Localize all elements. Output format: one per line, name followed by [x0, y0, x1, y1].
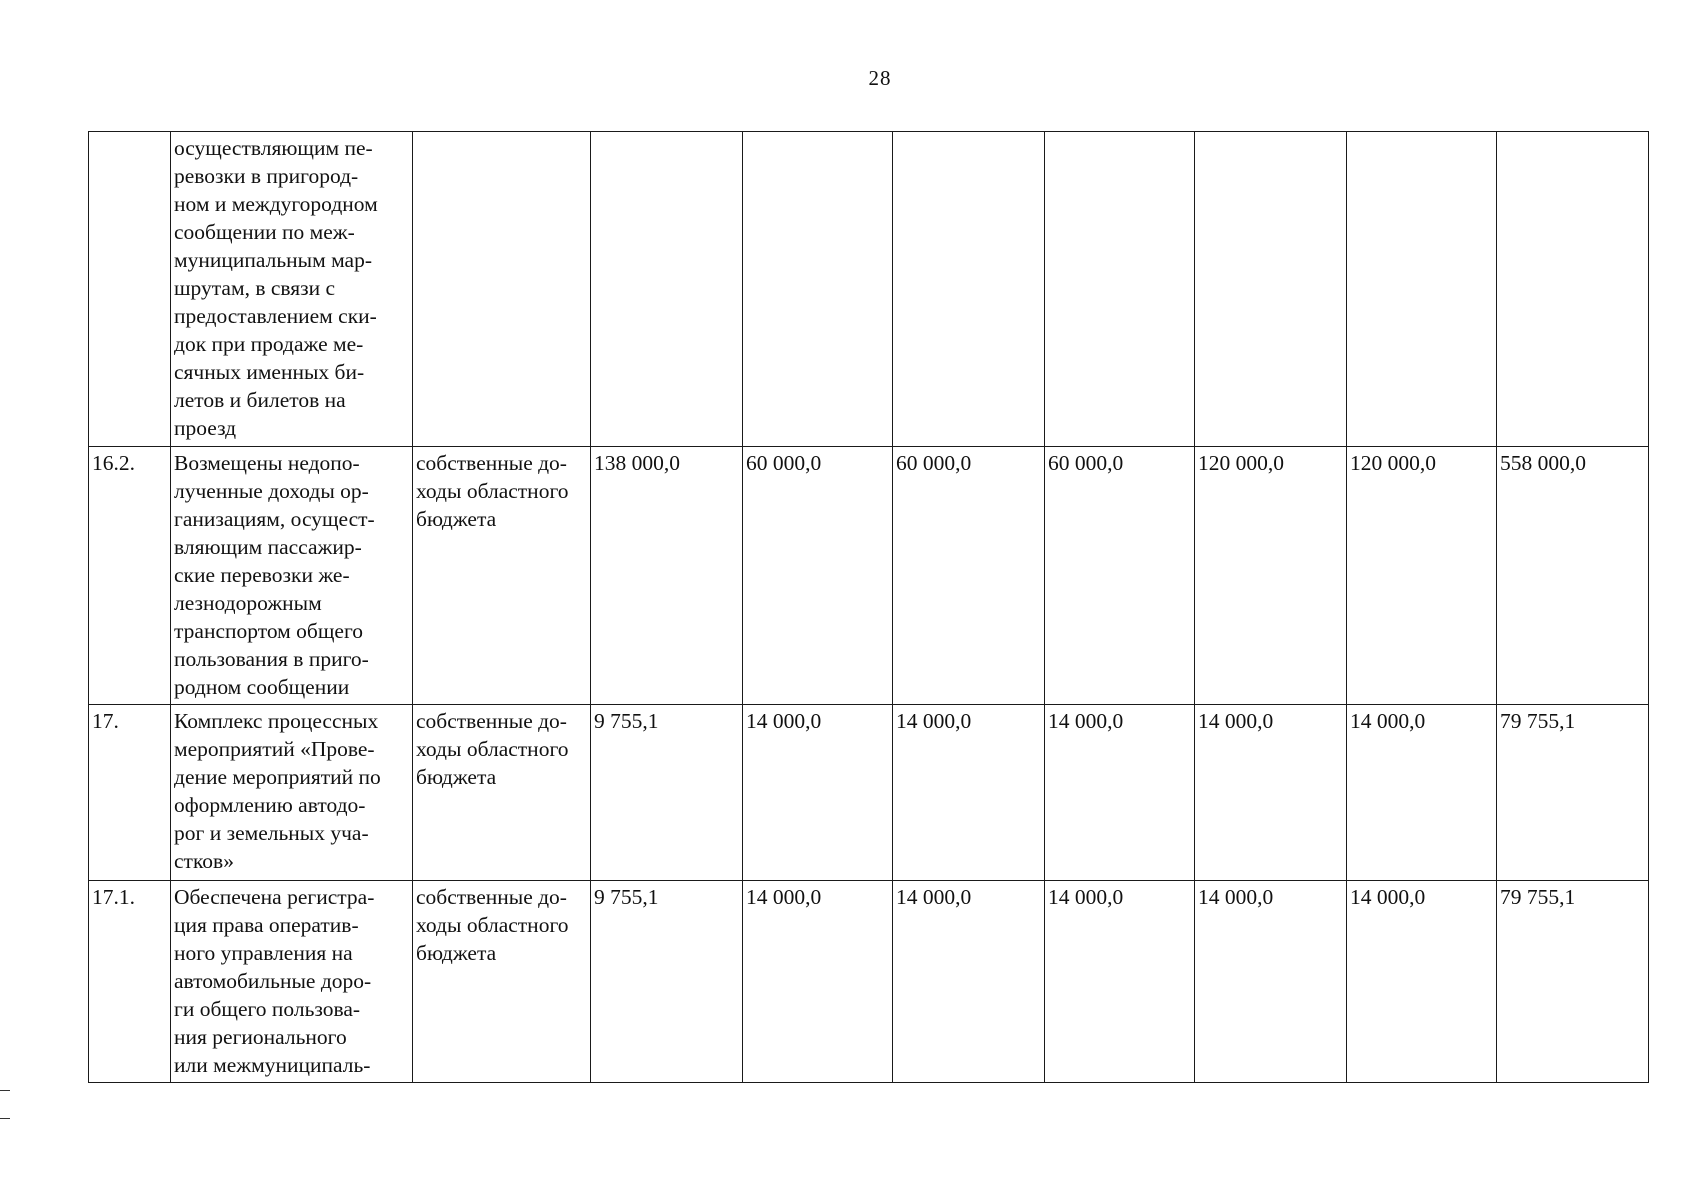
value-cell: 14 000,0 [743, 705, 893, 881]
value-cell: 120 000,0 [1195, 447, 1347, 705]
table-row [89, 705, 1649, 881]
total-cell [1497, 132, 1649, 447]
total-cell: 79 755,1 [1497, 705, 1649, 881]
value-cell [743, 132, 893, 447]
budget-table [88, 131, 1649, 1083]
value-cell [1347, 132, 1497, 447]
funding-source: собственные до- ходы областного бюджета [413, 447, 591, 705]
event-name: Комплекс процессных мероприятий «Прове- дение мероприятий по оформлению автодо- рог и земельных уча- стков» [171, 705, 413, 881]
value-cell: 14 000,0 [1347, 881, 1497, 1083]
value-cell [1195, 132, 1347, 447]
value-cell: 14 000,0 [1195, 705, 1347, 881]
value-cell: 9 755,1 [591, 705, 743, 881]
page-number: 28 [868, 66, 892, 90]
table-row [89, 132, 1649, 447]
margin-tick [0, 1090, 10, 1091]
value-cell: 138 000,0 [591, 447, 743, 705]
value-cell: 14 000,0 [1347, 705, 1497, 881]
table-row [89, 881, 1649, 1083]
value-cell: 14 000,0 [743, 881, 893, 1083]
funding-source: собственные до- ходы областного бюджета [413, 881, 591, 1083]
value-cell: 60 000,0 [743, 447, 893, 705]
row-number: 17.1. [89, 881, 171, 1083]
value-cell: 120 000,0 [1347, 447, 1497, 705]
value-cell: 14 000,0 [893, 881, 1045, 1083]
value-cell: 60 000,0 [1045, 447, 1195, 705]
funding-source: собственные до- ходы областного бюджета [413, 705, 591, 881]
event-name: Обеспечена регистра- ция права оператив- ного управления на автомобильные доро- ги общего пользова- ния регионального или межмуниципаль- [171, 881, 413, 1083]
value-cell [893, 132, 1045, 447]
table-row [89, 447, 1649, 705]
value-cell: 14 000,0 [893, 705, 1045, 881]
total-cell: 79 755,1 [1497, 881, 1649, 1083]
row-number [89, 132, 171, 447]
total-cell: 558 000,0 [1497, 447, 1649, 705]
funding-source [413, 132, 591, 447]
value-cell: 14 000,0 [1045, 705, 1195, 881]
value-cell: 60 000,0 [893, 447, 1045, 705]
margin-tick [0, 1118, 10, 1119]
value-cell: 14 000,0 [1045, 881, 1195, 1083]
row-number: 17. [89, 705, 171, 881]
event-name: Возмещены недопо- лученные доходы ор- ганизациям, осущест- вляющим пассажир- ские перевозки же- лезнодорожным транспортом общего пользования в приго- родном сообщении [171, 447, 413, 705]
event-name: осуществляющим пе- ревозки в пригород- ном и междугородном сообщении по меж- муниципальным мар- шрутам, в связи с предоставлением ски- док при продаже ме- сячных именных би- летов и билетов на проезд [171, 132, 413, 447]
value-cell: 14 000,0 [1195, 881, 1347, 1083]
row-number: 16.2. [89, 447, 171, 705]
value-cell [1045, 132, 1195, 447]
value-cell: 9 755,1 [591, 881, 743, 1083]
value-cell [591, 132, 743, 447]
